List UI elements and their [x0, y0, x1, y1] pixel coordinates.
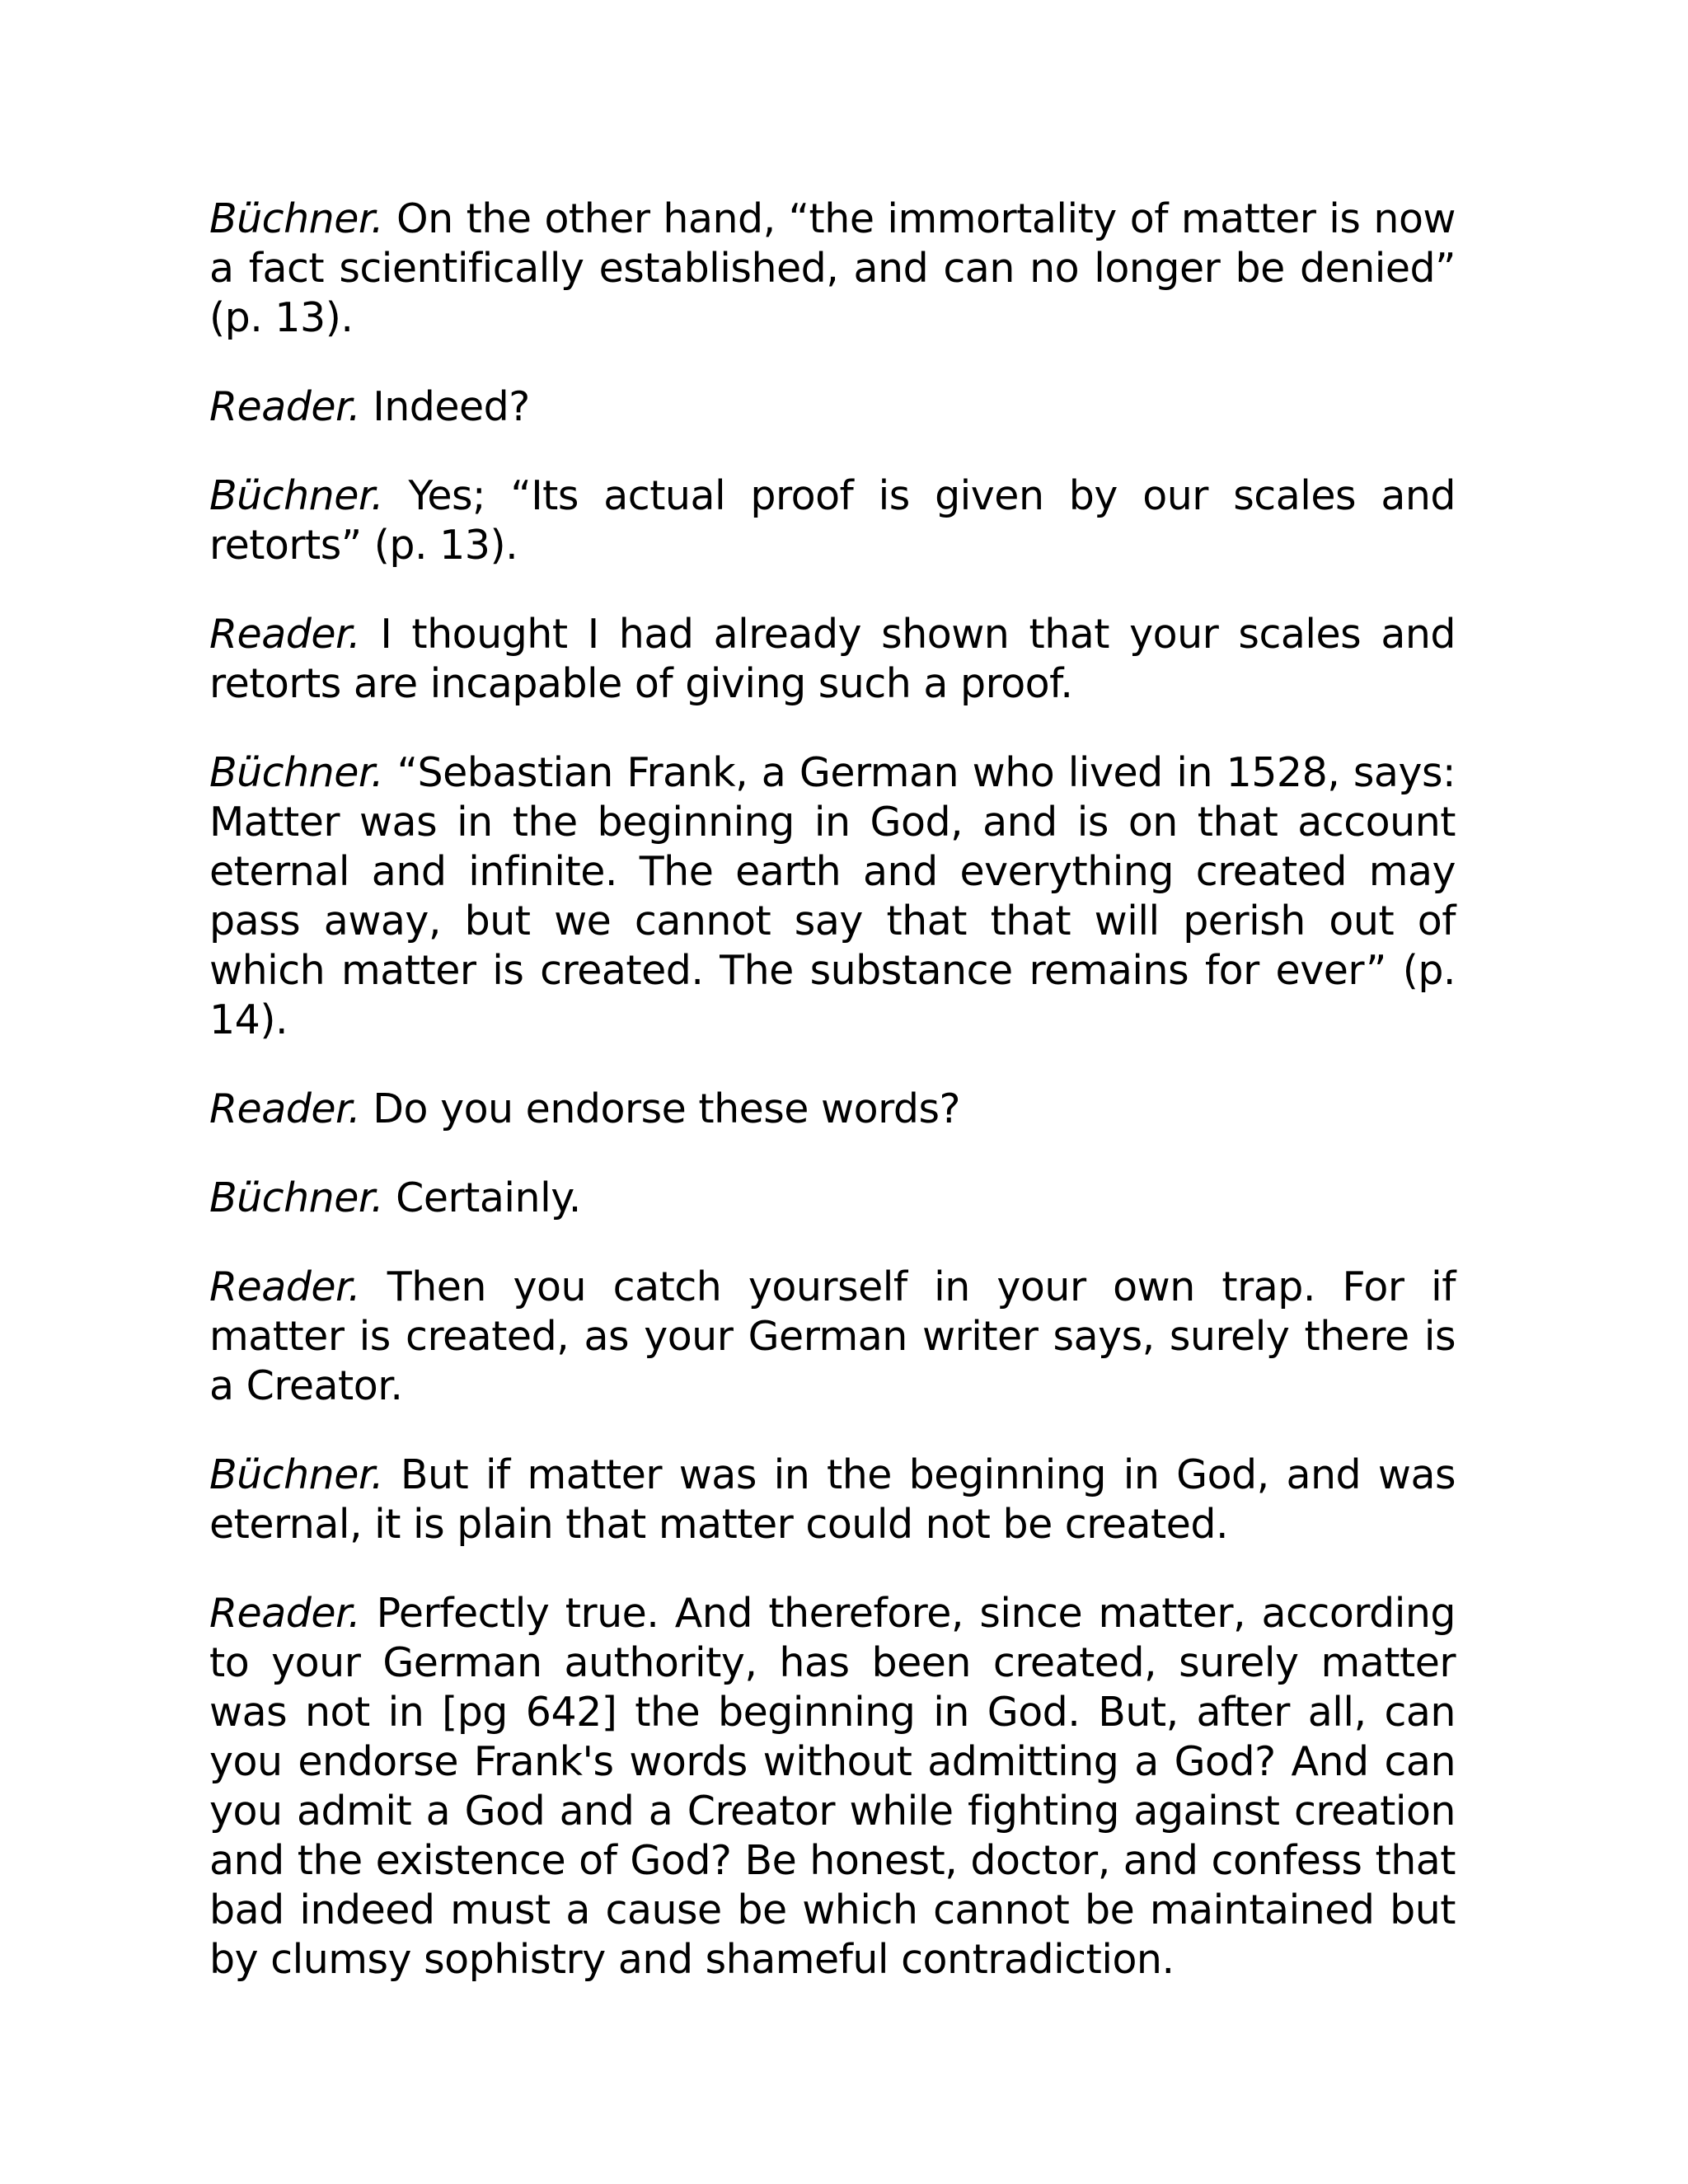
- dialogue-paragraph: [209, 1451, 1456, 1549]
- dialogue-text: Then you catch yourself in your own trap. For if matter is created, as your German writer says, surely there is a Creator.: [209, 1263, 1456, 1409]
- dialogue-paragraph: [209, 748, 1456, 1045]
- dialogue-paragraph: [209, 1085, 1456, 1134]
- document-page: [209, 194, 1456, 2024]
- dialogue-text: I thought I had already shown that your scales and retorts are incapable of giving such a proof.: [209, 611, 1456, 707]
- dialogue-paragraph: [209, 1174, 1456, 1223]
- speaker-name: Büchner.: [209, 195, 384, 242]
- speaker-name: Reader.: [209, 611, 361, 658]
- dialogue-text: “Sebastian Frank, a German who lived in 1528, says: Matter was in the beginning in God, and is on that account eternal and infinite. The earth and everything created may pass away, but we cannot say that that will perish out of which matter is created. The substance remains for ever” (p. 14).: [209, 749, 1456, 1043]
- speaker-name: Büchner.: [209, 472, 384, 519]
- dialogue-paragraph: [209, 194, 1456, 343]
- dialogue-paragraph: [209, 1589, 1456, 1985]
- speaker-name: Reader.: [209, 1263, 361, 1310]
- speaker-name: Reader.: [209, 383, 361, 430]
- speaker-name: Reader.: [209, 1085, 361, 1132]
- dialogue-text: Do you endorse these words?: [373, 1085, 961, 1132]
- speaker-name: Reader.: [209, 1590, 361, 1637]
- dialogue-paragraph: [209, 382, 1456, 432]
- dialogue-text: Perfectly true. And therefore, since matter, according to your German authority, has been created, surely matter was not in [pg 642] the beginning in God. But, after all, can you endorse Frank's words without admitting a God? And can you admit a God and a Creator while fighting against creation and the existence of God? Be honest, doctor, and confess that bad indeed must a cause be which cannot be maintained but by clumsy sophistry and shameful contradiction.: [209, 1590, 1456, 1983]
- speaker-name: Büchner.: [209, 1174, 384, 1221]
- dialogue-paragraph: [209, 471, 1456, 570]
- dialogue-text: On the other hand, “the immortality of matter is now a fact scientifically established, and can no longer be denied” (p. 13).: [209, 195, 1456, 341]
- speaker-name: Büchner.: [209, 1451, 384, 1498]
- dialogue-text: Yes; “Its actual proof is given by our scales and retorts” (p. 13).: [209, 472, 1456, 569]
- dialogue-text: Indeed?: [373, 383, 530, 430]
- dialogue-paragraph: [209, 1263, 1456, 1411]
- dialogue-text: But if matter was in the beginning in God, and was eternal, it is plain that matter could not be created.: [209, 1451, 1456, 1548]
- dialogue-text: Certainly.: [396, 1174, 581, 1221]
- dialogue-paragraph: [209, 610, 1456, 709]
- speaker-name: Büchner.: [209, 749, 384, 796]
